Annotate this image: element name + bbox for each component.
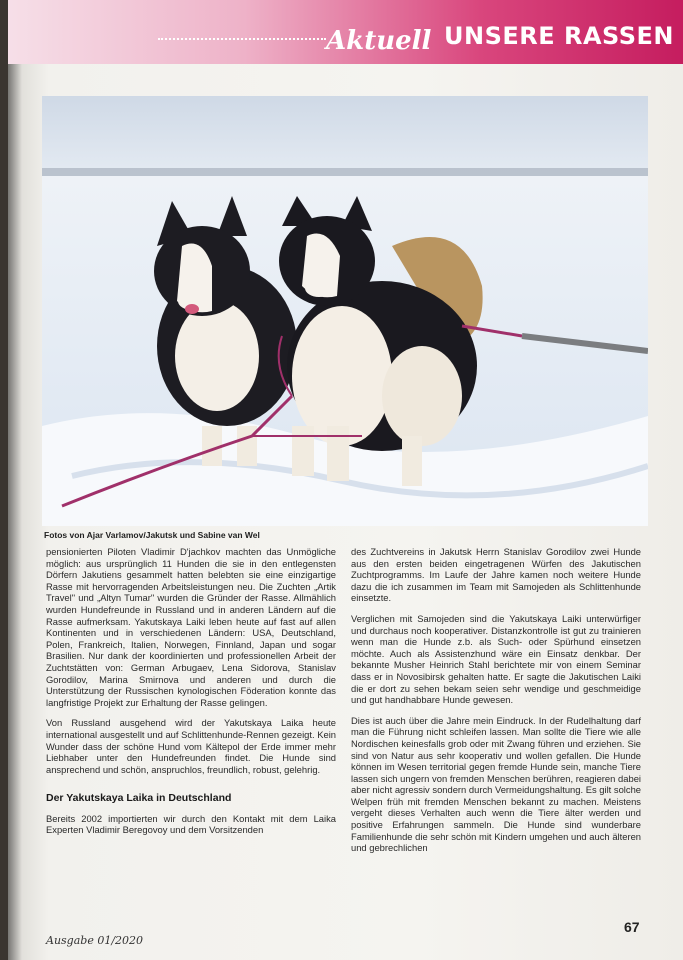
left-paragraph-1: pensionierten Piloten Vladimir D'jachkov machten das Unmögliche möglich: aus ursprünglich 11 Hunden die sie in den entlegensten Dörfern Jakutiens gesammelt hatten belebten sie eine einzigartige Rasse mit hervorragenden Arbeitsleistungen neu. Die Zuchten „Artik Travel" und „Altyn Tumar" wurden die Gründer der Rasse. Allmählich wurden Hundefreunde in Russland und in anderen Ländern auf die Rasse aufmerksam. Yakutskaya Laiki leben heute auf fast auf allen Kontinenten und in verschiedenen Ländern: USA, Deutschland, Polen, Frankreich, Italien, Norwegen, Finnland, Japan und sogar Brasilien. Nur dank der koordinierten und professionellen Arbeit der Zuchtstätten von: German Arbugaev, Lena Sidorova, Stanislav Gorodilov, Marina Smirnova und anderen und durch die Unterstützung der Russischen kynologischen Föderation konnte das langfristige Projekt zur Erhaltung der Rasse gelingen. <box>46 546 336 708</box>
sled-dogs-illustration <box>42 96 648 526</box>
section-heading: Der Yakutskaya Laika in Deutschland <box>46 792 232 805</box>
left-paragraph-3: Bereits 2002 importierten wir durch den Kontakt mit dem Laika Experten Vladimir Beregovoy und dem Vorsitzenden <box>46 812 336 836</box>
left-paragraph-2: Von Russland ausgehend wird der Yakutskaya Laika heute international ausgestellt und auf Schlittenhunde-Rennen gezeigt. Kein Wunder dass der schöne Hund vom Kältepol der Erde immer mehr Liebhaber unter den Hundefreunden findet. Die Hunde sind ansprechend und schön, anspruchlos, freundlich, robust, gelehrig. <box>46 717 336 775</box>
right-paragraph-1: des Zuchtvereins in Jakutsk Herrn Stanislav Gorodilov zwei Hunde aus den ersten beiden eingetragenen Würfen des Jakutischen Zuchtprogramms. Im Laufe der Jahre kamen noch weitere Hunde dazu die ich zusammen im Team mit Samojeden als Schlittenhunde einsetzte. <box>351 546 641 604</box>
issue-label: Ausgabe 01/2020 <box>46 934 144 947</box>
header-band <box>8 0 683 64</box>
dog-photo <box>42 96 648 526</box>
right-paragraph-2: Verglichen mit Samojeden sind die Yakutskaya Laiki unterwürfiger und durchaus noch kooperativer. Distanzkontrolle ist gut zu trainieren wenn man die Hunde z.b. als Such- oder Spürhund einsetzen möchte. Auch als Assistenzhund wäre ein Einsatz denkbar. Der bekannte Musher Heinrich Stahl berichtete mir von einem Seminar dass er in Novosibirsk gehalten hatte. Er sagte die Jakutischen Laiki die er dort zu sehen bekam seien sehr wendige und geschmeidige und gut handhabbare Hunde gewesen. <box>351 612 641 706</box>
photo-caption: Fotos von Ajar Varlamov/Jakutsk und Sabine van Wel <box>44 530 260 540</box>
header-dotted-line <box>158 38 326 40</box>
magazine-page <box>8 0 683 960</box>
right-column <box>351 546 641 863</box>
section-title: UNSERE RASSEN <box>444 22 675 50</box>
section-label: Aktuell <box>326 26 432 56</box>
left-column <box>46 546 336 845</box>
spine-shadow <box>8 0 22 960</box>
page-number: 67 <box>624 919 640 935</box>
right-paragraph-3: Dies ist auch über die Jahre mein Eindruck. In der Rudelhaltung darf man die Führung nicht schleifen lassen. Man sollte die Tiere wie alle Nordischen keinesfalls grob oder mit Zwang führen und erziehen. Sie sind von Natur aus sehr kooperativ und wollen gefallen. Die Hunde können im Wesen territorial gegen fremde Hunde sein, manche Tiere lassen sich ungern von fremden Menschen berühren, reagieren dabei aber nicht agressiv sondern durch Vermeidungshaltung. Es gilt solche Welpen früh mit fremden Menschen bekannt zu machen. Meistens vergeht dieses Verhalten auch wenn die Tiere älter werden und positive Erfahrungen sammeln. Die Hunde sind wunderbare Familienhunde die sehr schön mit Kindern umgehen und auch älteren und gebrechlichen <box>351 714 641 854</box>
